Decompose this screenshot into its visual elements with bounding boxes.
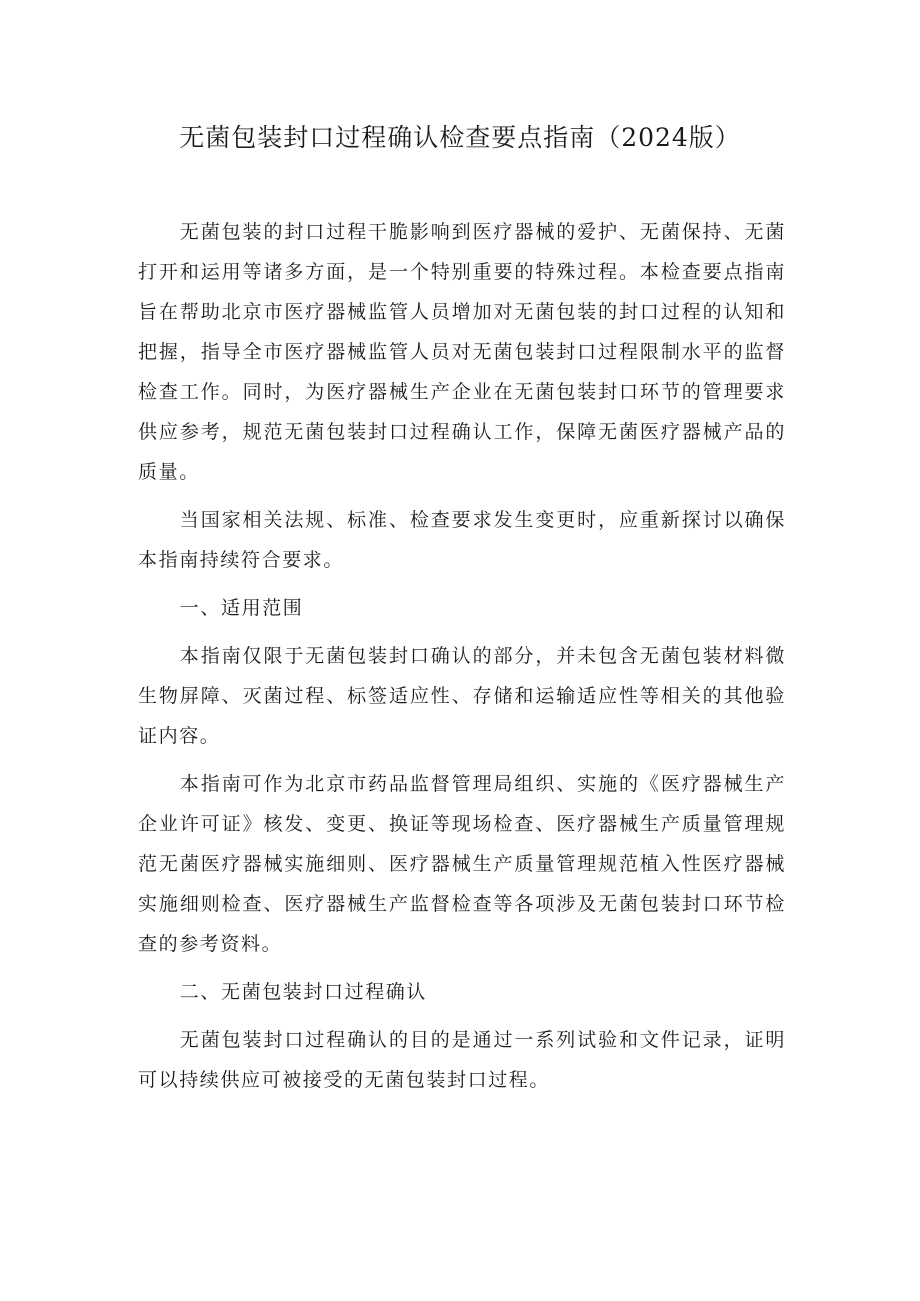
validation-paragraph: 无菌包装封口过程确认的目的是通过一系列试验和文件记录，证明可以持续供应可被接受的无菌包装封口过程。 [138, 1029, 786, 1091]
revision-paragraph: 当国家相关法规、标准、检查要求发生变更时，应重新探讨以确保本指南持续符合要求。 [138, 509, 786, 571]
section-heading-scope: 一、适用范围 [179, 597, 304, 619]
scope-paragraph: 本指南仅限于无菌包装封口确认的部分，并未包含无菌包装材料微生物屏障、灭菌过程、标签适应性、存储和运输适应性等相关的其他验证内容。 [138, 645, 786, 747]
reference-paragraph: 本指南可作为北京市药品监督管理局组织、实施的《医疗器械生产企业许可证》核发、变更、换证等现场检查、医疗器械生产质量管理规范无菌医疗器械实施细则、医疗器械生产质量管理规范植入性医疗器械实施细则检查、医疗器械生产监督检查等各项涉及无菌包装封口环节检查的参考资料。 [138, 773, 786, 955]
intro-paragraph: 无菌包装的封口过程干脆影响到医疗器械的爱护、无菌保持、无菌打开和运用等诸多方面，是一个特别重要的特殊过程。本检查要点指南旨在帮助北京市医疗器械监管人员增加对无菌包装的封口过程的认知和把握，指导全市医疗器械监管人员对无菌包装封口过程限制水平的监督检查工作。同时，为医疗器械生产企业在无菌包装封口环节的管理要求供应参考，规范无菌包装封口过程确认工作，保障无菌医疗器械产品的质量。 [138, 221, 786, 483]
document-title: 无菌包装封口过程确认检查要点指南（2024版） [179, 123, 741, 152]
document-body [138, 212, 786, 1108]
section-heading-validation: 二、无菌包装封口过程确认 [179, 981, 427, 1003]
